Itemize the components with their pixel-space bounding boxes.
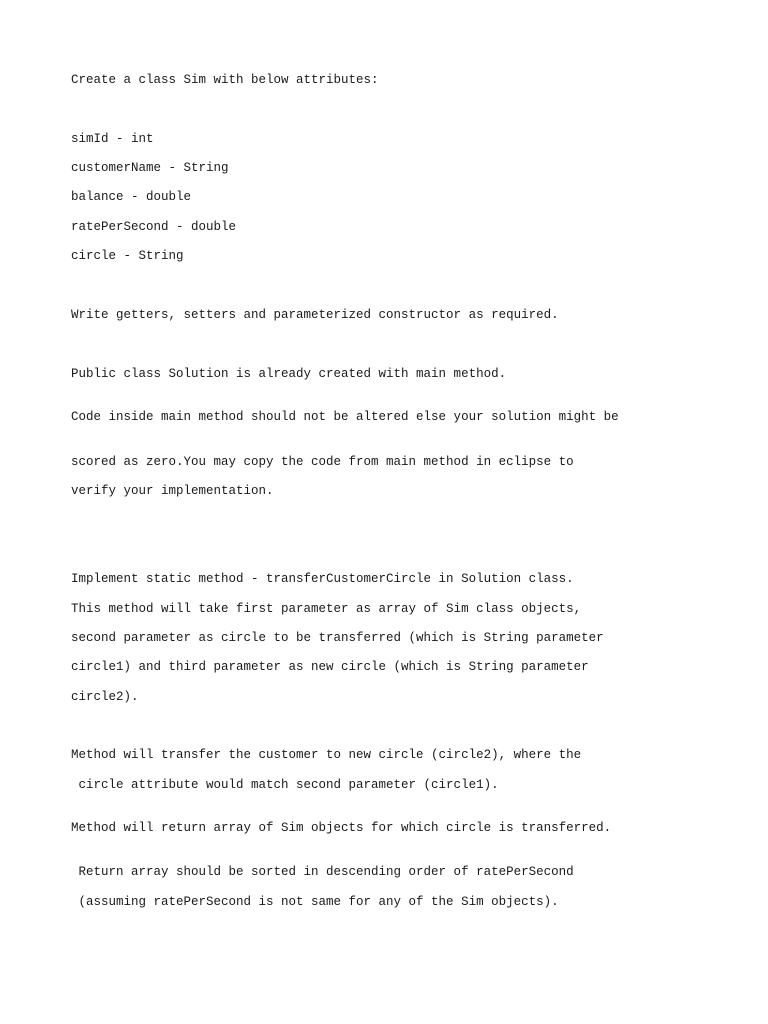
main-warning-line-2: scored as zero.You may copy the code from main method in eclipse to bbox=[71, 455, 574, 469]
main-warning-line-1: Code inside main method should not be altered else your solution might be bbox=[71, 410, 619, 424]
main-warning-line-3: verify your implementation. bbox=[71, 484, 274, 498]
sort-line-2: (assuming ratePerSecond is not same for any of the Sim objects). bbox=[71, 895, 559, 909]
getters-setters-text: Write getters, setters and parameterized constructor as required. bbox=[71, 308, 559, 322]
attribute-customer-name: customerName - String bbox=[71, 161, 229, 175]
implementation-line-4: circle1) and third parameter as new circle (which is String parameter bbox=[71, 660, 589, 674]
implementation-line-2: This method will take first parameter as array of Sim class objects, bbox=[71, 602, 582, 616]
attribute-balance: balance - double bbox=[71, 190, 192, 204]
transfer-line-2: circle attribute would match second parameter (circle1). bbox=[71, 778, 499, 792]
transfer-line-1: Method will transfer the customer to new circle (circle2), where the bbox=[71, 748, 582, 762]
attribute-sim-id: simId - int bbox=[71, 132, 154, 146]
solution-note: Public class Solution is already created with main method. bbox=[71, 367, 507, 381]
sort-line-1: Return array should be sorted in descending order of ratePerSecond bbox=[71, 865, 574, 879]
return-line: Method will return array of Sim objects for which circle is transferred. bbox=[71, 821, 612, 835]
implementation-line-5: circle2). bbox=[71, 690, 139, 704]
intro-text: Create a class Sim with below attributes: bbox=[71, 73, 379, 87]
implementation-line-1: Implement static method - transferCustomerCircle in Solution class. bbox=[71, 572, 574, 586]
attribute-circle: circle - String bbox=[71, 249, 184, 263]
attribute-rate-per-second: ratePerSecond - double bbox=[71, 220, 237, 234]
implementation-line-3: second parameter as circle to be transferred (which is String parameter bbox=[71, 631, 604, 645]
